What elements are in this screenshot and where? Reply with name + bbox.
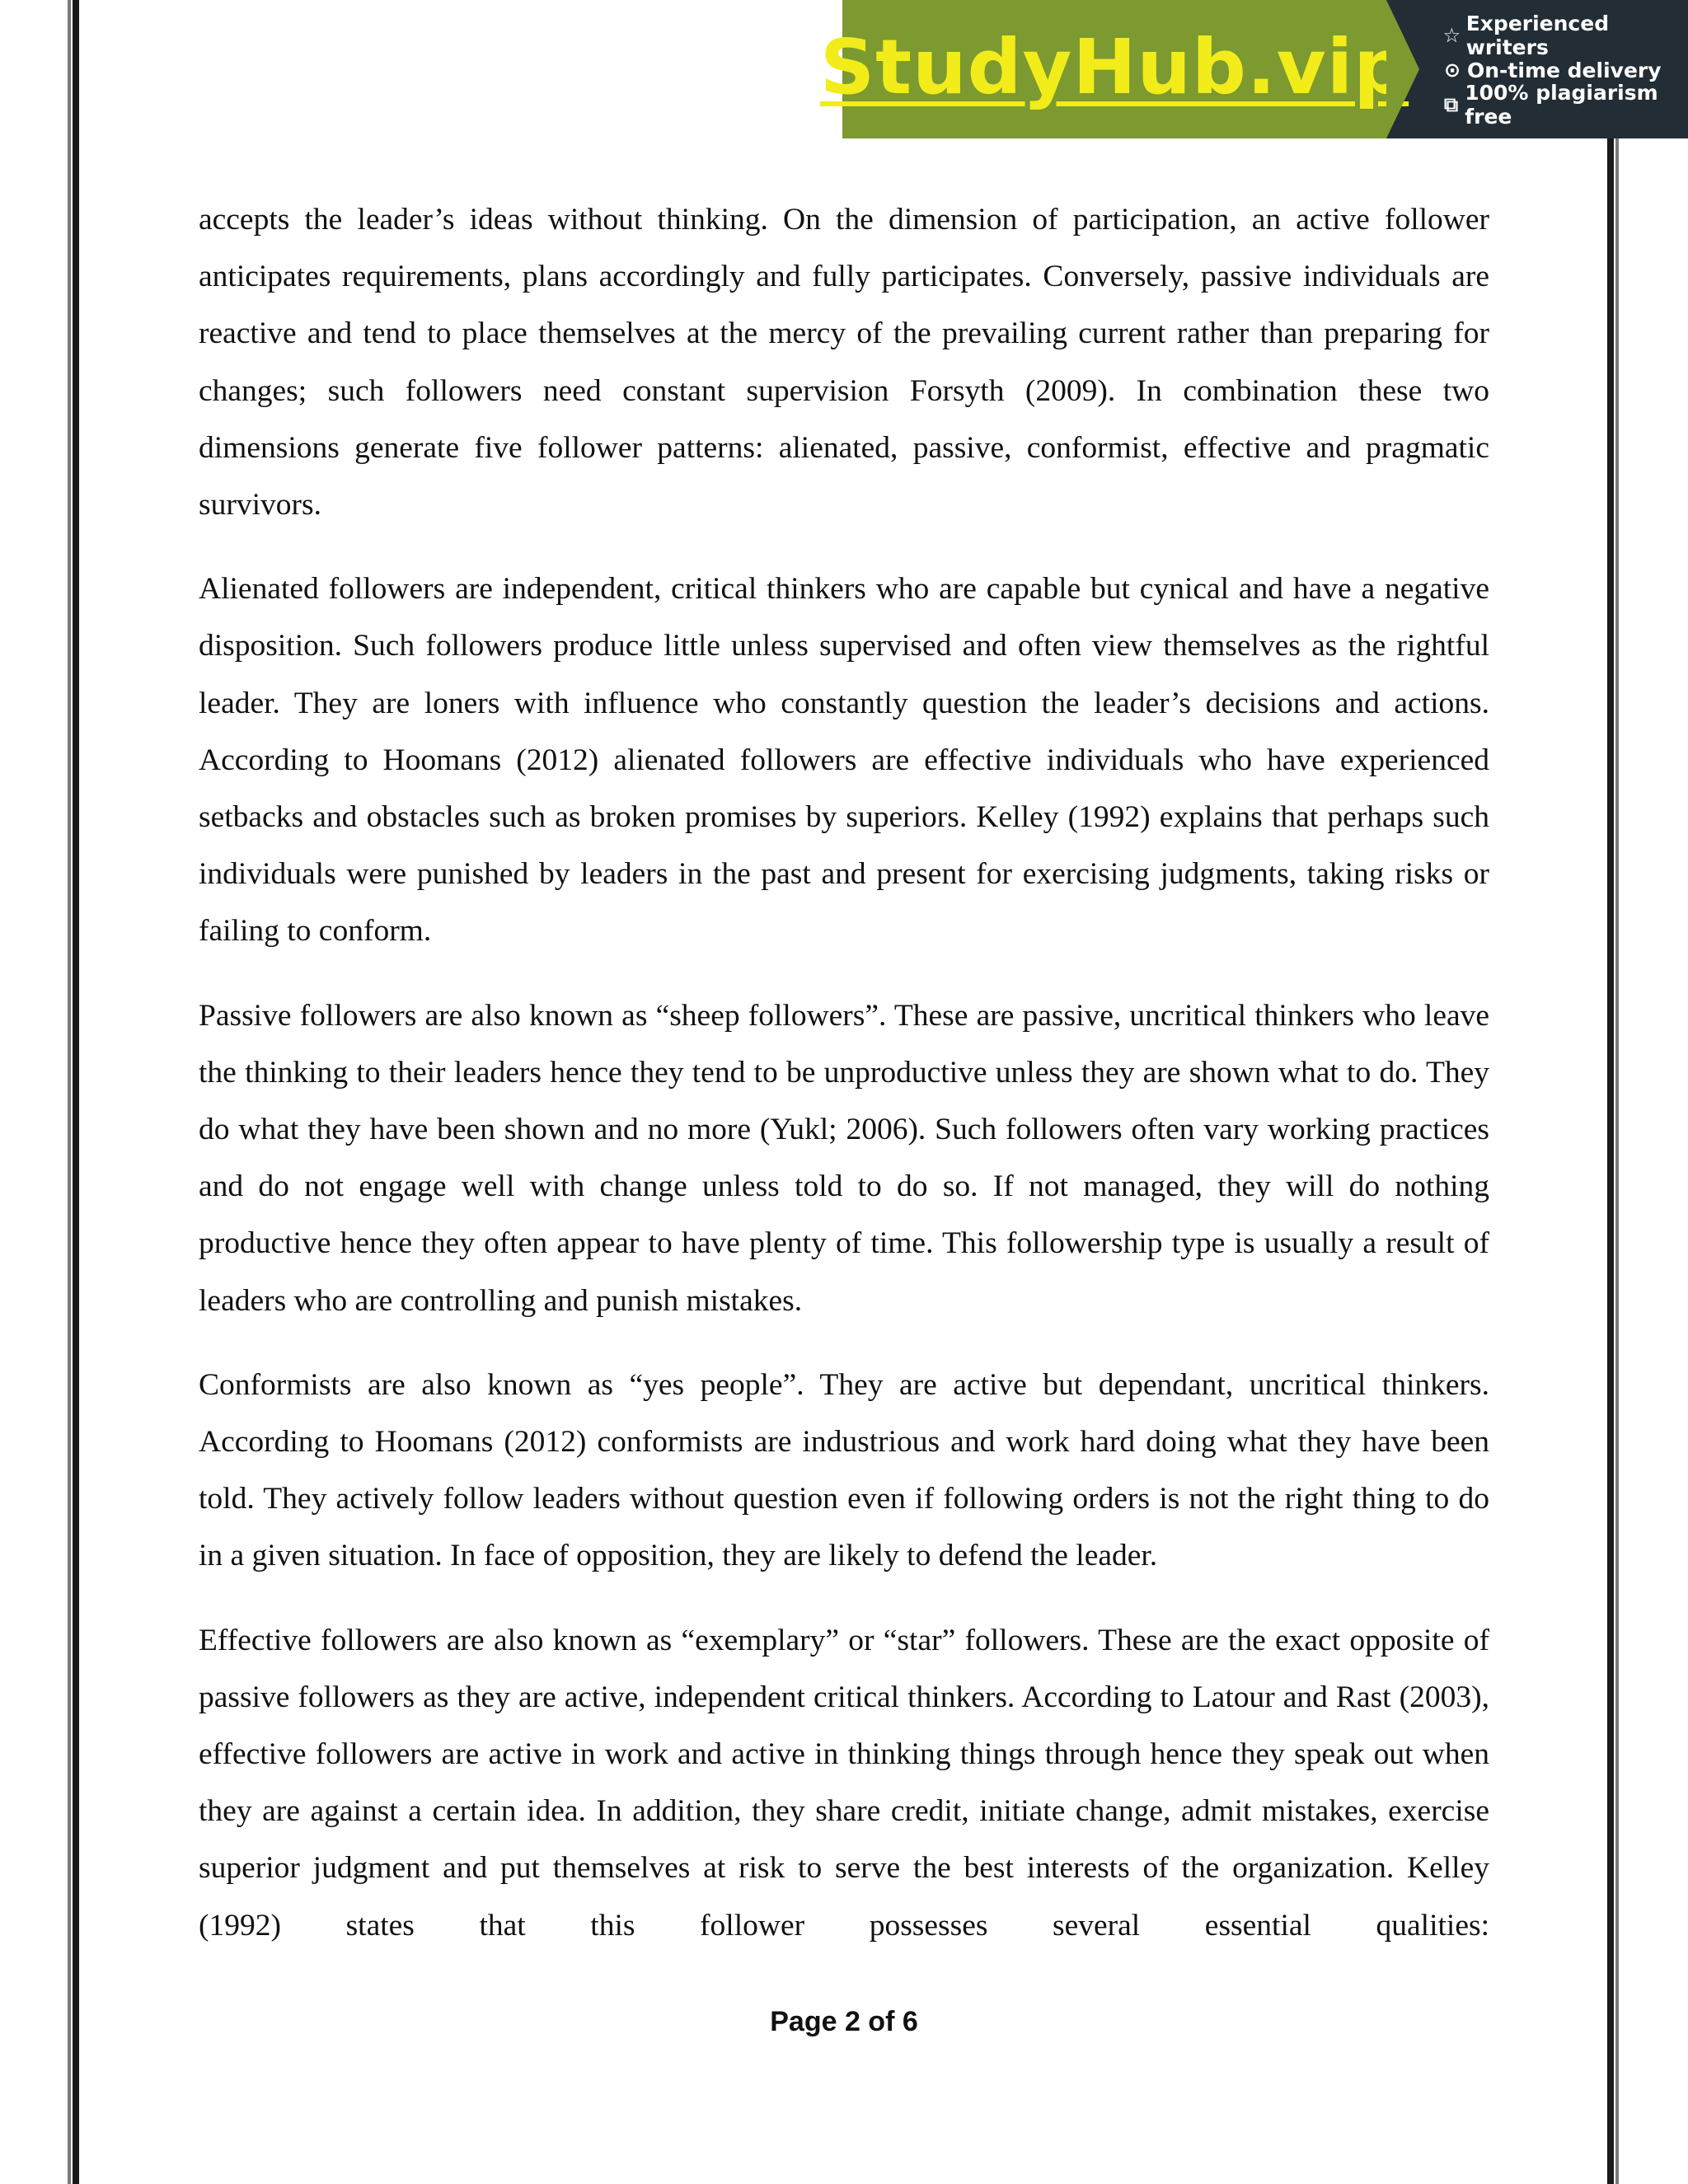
logo-text: StudyHub.vip xyxy=(819,22,1409,111)
paragraph-effective-followers: Effective followers are also known as “exemplary” or “star” followers. These are the exact opposite of passive followers as they are active, independent critical thinkers. According to Latour and Rast (2003), effective followers are active in work and active in thinking things through hence they speak out when they are against a certain idea. In addition, they share credit, initiate change, admit mistakes, exercise superior judgment and put themselves at risk to serve the best interests of the organization. Kelley (1992) states that this follower possesses several essential qualities: xyxy=(199,1623,1489,1943)
feature-label: 100% plagiarism free xyxy=(1465,81,1658,129)
copy-icon: ⧉ xyxy=(1444,93,1459,116)
paragraph-conformists: Conformists are also known as “yes people”. They are active but dependant, uncritical thinkers. According to Hoomans (2012) conformists are industrious and work hard doing what they have been told. They actively follow leaders without question even if following orders is not the right thing to do in a given situation. In face of opposition, they are likely to defend the leader. xyxy=(199,1367,1489,1573)
studyhub-banner[interactable] xyxy=(819,0,1688,138)
paragraph-participation: accepts the leader’s ideas without thinking. On the dimension of participation, an active follower anticipates requirements, plans accordingly and fully participates. Conversely, passive individuals are reactive and tend to place themselves at the mercy of the prevailing current rather than preparing for changes; such followers need constant supervision Forsyth (2009). In combination these two dimensions generate five follower patterns: alienated, passive, conformist, effective and pragmatic survivors. xyxy=(199,203,1489,523)
feature-label: Experienced writers xyxy=(1465,12,1610,59)
star-outline-icon: ☆ xyxy=(1442,24,1461,47)
document-body xyxy=(199,191,1489,1981)
page-border-right xyxy=(1607,0,1619,2184)
studyhub-logo[interactable] xyxy=(819,0,1409,138)
paragraph-alienated-followers: Alienated followers are independent, critical thinkers who are capable but cynical and have a negative disposition. Such followers produce little unless supervised and often view themselves as the rightful leader. They are loners with influence who constantly question the leader’s decisions and actions. According to Hoomans (2012) alienated followers are effective individuals who have experienced setbacks and obstacles such as broken promises by superiors. Kelley (1992) explains that perhaps such individuals were punished by leaders in the past and present for exercising judgments, taking risks or failing to conform. xyxy=(199,572,1489,949)
feature-label: On-time delivery xyxy=(1467,58,1662,82)
feature-plagiarism-free xyxy=(1441,81,1688,129)
banner-features xyxy=(1386,0,1688,138)
page-border-left xyxy=(68,0,79,2184)
page-number: Page 2 of 6 xyxy=(770,2006,918,2037)
feature-experienced-writers xyxy=(1441,12,1688,59)
clock-icon: ⊙ xyxy=(1443,59,1461,82)
paragraph-passive-followers: Passive followers are also known as “sheep followers”. These are passive, uncritical thinkers who leave the thinking to their leaders hence they tend to be unproductive unless they are shown what to do. They do what they have been shown and no more (Yukl; 2006). Such followers often vary working practices and do not engage well with change unless told to do so. If not managed, they will do nothing productive hence they often appear to have plenty of time. This followership type is usually a result of leaders who are controlling and punish mistakes. xyxy=(199,998,1489,1318)
